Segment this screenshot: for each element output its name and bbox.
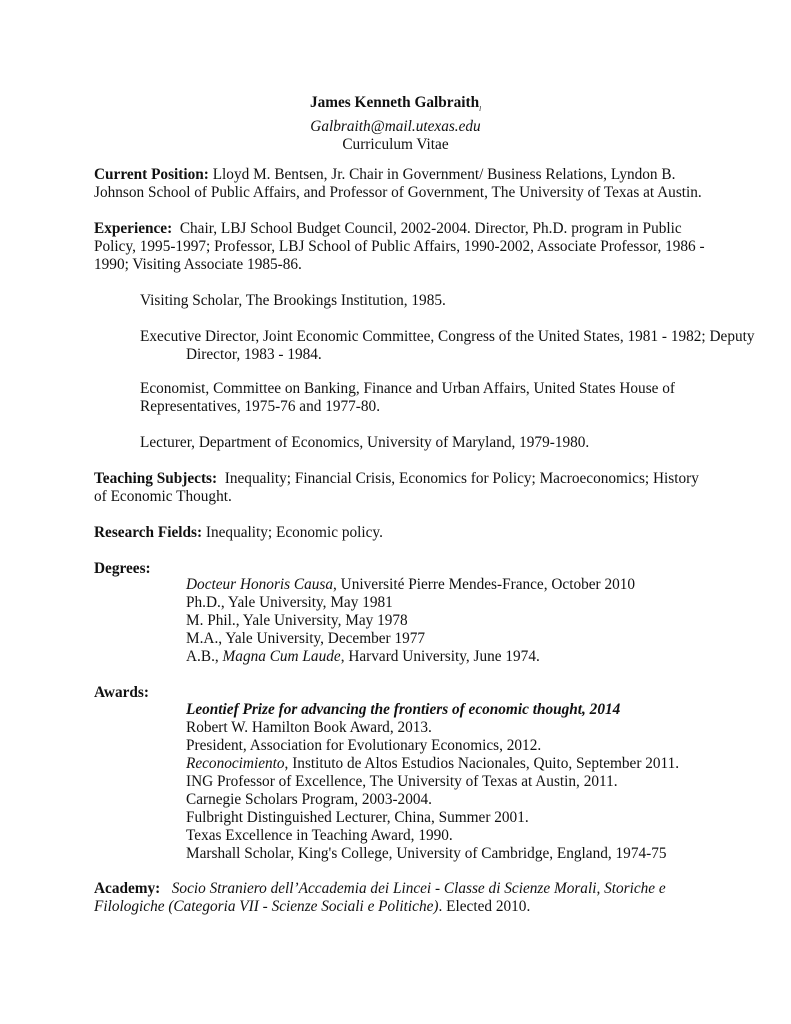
experience-label: Experience: (94, 220, 173, 237)
award-item: Reconocimiento, Instituto de Altos Estudios Nacionales, Quito, September 2011. (186, 755, 680, 772)
current-position-section (94, 166, 714, 202)
award-item: Texas Excellence in Teaching Award, 1990. (186, 827, 453, 844)
research-section (94, 524, 714, 542)
awards-list (186, 701, 746, 863)
current-position-label: Current Position: (94, 166, 209, 183)
award-item: Marshall Scholar, King's College, University of Cambridge, England, 1974-75 (186, 845, 667, 862)
experience-section (94, 220, 714, 274)
award-item: Carnegie Scholars Program, 2003-2004. (186, 791, 432, 808)
name-mark: l (479, 105, 482, 114)
degree-item: M.A., Yale University, December 1977 (186, 630, 426, 647)
academy-label: Academy: (94, 880, 161, 897)
degree-item: Docteur Honoris Causa, Université Pierre Mendes-France, October 2010 (186, 576, 636, 593)
experience-item: Visiting Scholar, The Brookings Institution, 1985. (140, 292, 446, 309)
document-title: Curriculum Vitae (342, 136, 449, 154)
research-text: Inequality; Economic policy. (205, 524, 383, 541)
award-item: Fulbright Distinguished Lecturer, China, Summer 2001. (186, 809, 529, 826)
award-item: Robert W. Hamilton Book Award, 2013. (186, 719, 432, 736)
degrees-label: Degrees: (94, 560, 151, 577)
academy-section (94, 880, 684, 916)
academy-elected: . Elected 2010. (438, 898, 531, 915)
teaching-label: Teaching Subjects: (94, 470, 218, 487)
degree-item: M. Phil., Yale University, May 1978 (186, 612, 408, 629)
teaching-section (94, 470, 714, 506)
academy-text: Socio Straniero dell’Accademia dei Lincei - Classe di Scienze Morali, Storiche e Filologiche (Categoria VII - Scienze Sociali e Politiche) (94, 880, 666, 915)
research-label: Research Fields: (94, 524, 203, 541)
awards-label: Awards: (94, 684, 149, 701)
experience-item: Executive Director, Joint Economic Committee, Congress of the United States, 1981 - 1982; Deputy Director, 1983 - 1984. (140, 328, 755, 363)
current-position-text: Lloyd M. Bentsen, Jr. Chair in Government/ Business Relations, Lyndon B. Johnson School of Public Affairs, and Professor of Government, The University of Texas at Austin. (94, 166, 702, 201)
degree-item: Ph.D., Yale University, May 1981 (186, 594, 393, 611)
award-item: President, Association for Evolutionary Economics, 2012. (186, 737, 542, 754)
degrees-list (186, 576, 746, 666)
experience-item: Economist, Committee on Banking, Finance and Urban Affairs, United States House of Representatives, 1975-76 and 1977-80. (140, 380, 676, 415)
cv-header (0, 94, 791, 154)
email-address: Galbraith@mail.utexas.edu (310, 118, 481, 136)
experience-text: Chair, LBJ School Budget Council, 2002-2004. Director, Ph.D. program in Public Policy, 1995-1997; Professor, LBJ School of Public Affairs, 1990-2002, Associate Professor, 1986 - 1990; Visiting Associate 1985-86. (94, 220, 705, 273)
person-name: James Kenneth Galbraith (309, 94, 480, 111)
award-item: Leontief Prize for advancing the frontiers of economic thought, 2014 (186, 701, 621, 718)
teaching-text: Inequality; Financial Crisis, Economics for Policy; Macroeconomics; History of Economic Thought. (94, 470, 699, 505)
experience-item: Lecturer, Department of Economics, University of Maryland, 1979-1980. (140, 434, 590, 451)
award-item: ING Professor of Excellence, The University of Texas at Austin, 2011. (186, 773, 618, 790)
awards-section (94, 684, 714, 702)
degree-item: A.B., Magna Cum Laude, Harvard University, June 1974. (186, 648, 540, 665)
